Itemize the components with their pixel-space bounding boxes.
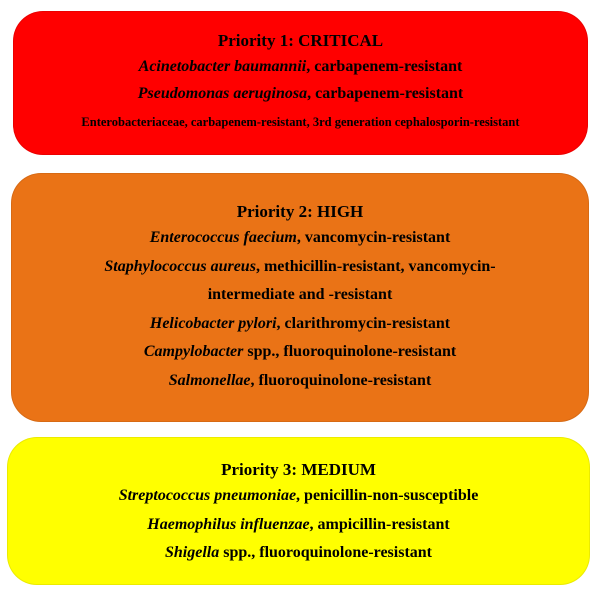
organism-name: Shigella bbox=[164, 544, 220, 561]
resistance-text: , methicillin-resistant, vancomycin-intermediate and -resistant bbox=[207, 257, 496, 303]
pathogen-entry bbox=[8, 482, 589, 511]
pathogen-entry bbox=[12, 224, 588, 253]
resistance-text: , carbapenem-resistant bbox=[307, 85, 464, 102]
priority-medium-box bbox=[7, 437, 590, 585]
priority-critical-box bbox=[13, 11, 588, 155]
organism-name: Campylobacter bbox=[143, 343, 244, 360]
pathogen-entry bbox=[12, 310, 588, 339]
pathogen-entry bbox=[8, 539, 589, 568]
organism-name: Staphylococcus aureus bbox=[104, 257, 256, 275]
organism-name: Helicobacter pylori bbox=[149, 314, 277, 332]
resistance-text: , penicillin-non-susceptible bbox=[296, 487, 479, 504]
pathogen-entry bbox=[65, 253, 535, 310]
resistance-text: , vancomycin-resistant bbox=[296, 229, 451, 246]
resistance-text: spp., fluoroquinolone-resistant bbox=[219, 544, 433, 561]
resistance-text: , carbapenem-resistant bbox=[306, 58, 463, 75]
pathogen-entry bbox=[8, 511, 589, 540]
priority-medium-title: Priority 3: MEDIUM bbox=[221, 460, 376, 479]
priority-high-box bbox=[11, 173, 589, 422]
organism-name: Acinetobacter baumannii bbox=[138, 58, 307, 75]
pathogen-entry bbox=[14, 53, 587, 80]
organism-name: Pseudomonas aeruginosa bbox=[137, 85, 308, 102]
pathogen-entry bbox=[14, 109, 587, 136]
resistance-text: spp., fluoroquinolone-resistant bbox=[243, 343, 457, 360]
organism-name: Haemophilus influenzae bbox=[147, 515, 310, 533]
priority-high-title: Priority 2: HIGH bbox=[236, 202, 364, 221]
resistance-text: , fluoroquinolone-resistant bbox=[250, 371, 432, 389]
organism-name: Enterococcus faecium bbox=[149, 229, 297, 246]
resistance-text: Enterobacteriaceae, carbapenem-resistant, 3rd generation cephalosporin-resistant bbox=[81, 115, 520, 129]
resistance-text: , clarithromycin-resistant bbox=[276, 314, 451, 332]
pathogen-entry bbox=[12, 338, 588, 367]
priority-critical-title: Priority 1: CRITICAL bbox=[217, 31, 384, 50]
pathogen-entry bbox=[14, 80, 587, 107]
pathogen-entry bbox=[12, 367, 588, 396]
organism-name: Streptococcus pneumoniae bbox=[118, 487, 297, 504]
resistance-text: , ampicillin-resistant bbox=[309, 515, 450, 533]
organism-name: Salmonellae bbox=[168, 371, 251, 389]
